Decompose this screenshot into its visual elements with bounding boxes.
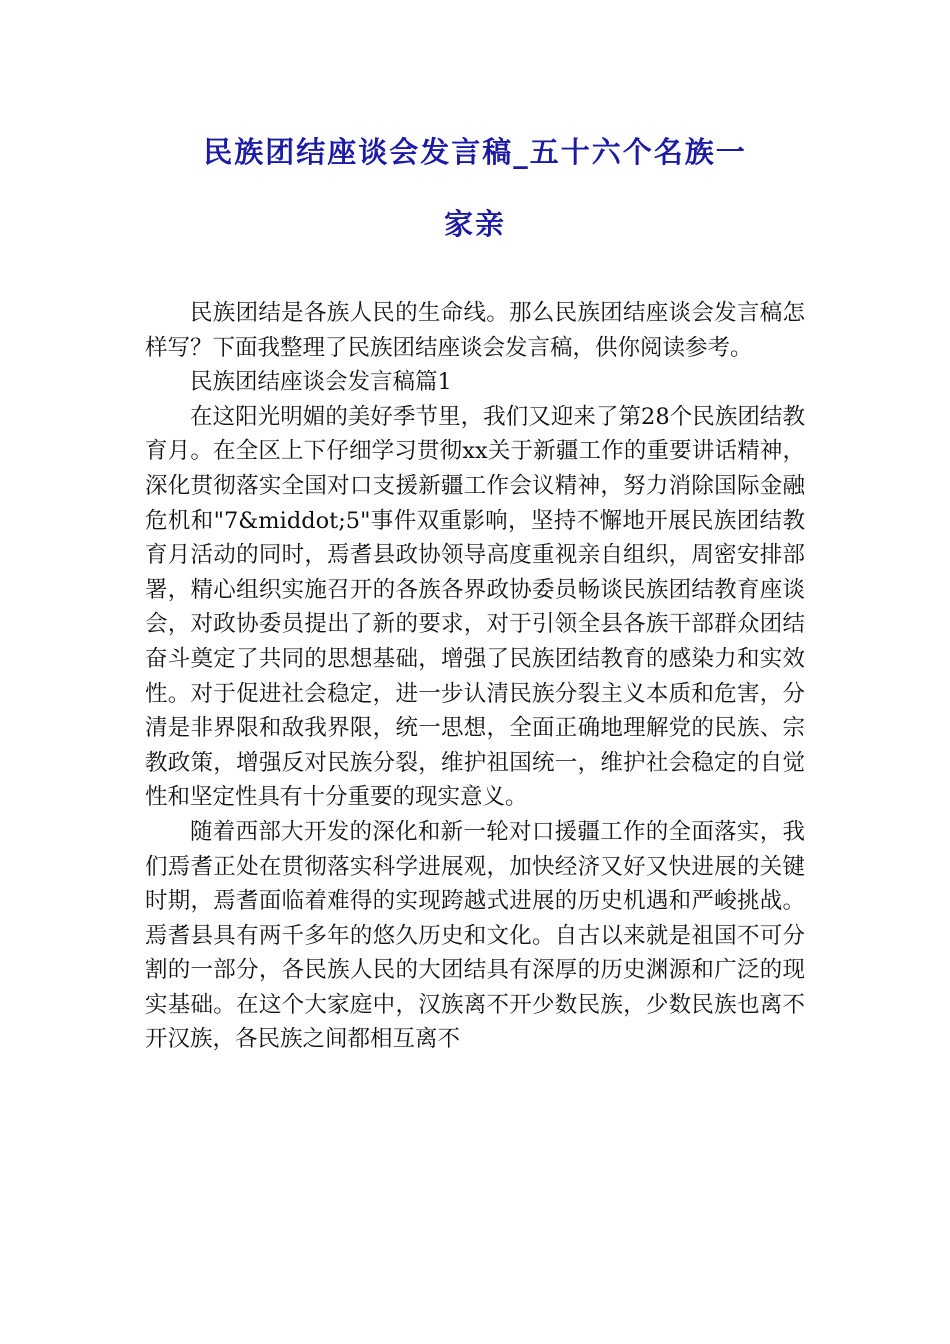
document-title-line2: 家亲 [443,207,506,241]
document-body [145,296,805,1057]
intro-paragraph: 民族团结是各族人民的生命线。那么民族团结座谈会发言稿怎样写？下面我整理了民族团结座谈会发言稿，供你阅读参考。 [145,300,805,361]
body-paragraph: 在这阳光明媚的美好季节里，我们又迎来了第28个民族团结教育月。在全区上下仔细学习贯彻xx关于新疆工作的重要讲话精神，深化贯彻落实全国对口支援新疆工作会议精神，努力消除国际金融危机和"7&middot;5"事件双重影响，坚持不懈地开展民族团结教育月活动的同时，焉耆县政协领导高度重视亲自组织，周密安排部署，精心组织实施召开的各族各界政协委员畅谈民族团结教育座谈会，对政协委员提出了新的要求，对于引领全县各族干部群众团结奋斗奠定了共同的思想基础，增强了民族团结教育的感染力和实效性。对于促进社会稳定，进一步认清民族分裂主义本质和危害，分清是非界限和敌我界限，统一思想，全面正确地理解党的民族、宗教政策，增强反对民族分裂，维护祖国统一，维护社会稳定的自觉性和坚定性具有十分重要的现实意义。 [145,403,805,811]
body-paragraph: 随着西部大开发的深化和新一轮对口援疆工作的全面落实，我们焉耆正处在贯彻落实科学进展观，加快经济又好又快进展的关键时期，焉耆面临着难得的实现跨越式进展的历史机遇和严峻挑战。焉耆县具有两千多年的悠久历史和文化。自古以来就是祖国不可分割的一部分，各民族人民的大团结具有深厚的历史渊源和广泛的现实基础。在这个大家庭中，汉族离不开少数民族，少数民族也离不开汉族，各民族之间都相互离不 [145,818,805,1053]
section-heading: 民族团结座谈会发言稿篇1 [190,369,452,396]
document-title-line1: 民族团结座谈会发言稿_五十六个名族一 [203,135,747,169]
